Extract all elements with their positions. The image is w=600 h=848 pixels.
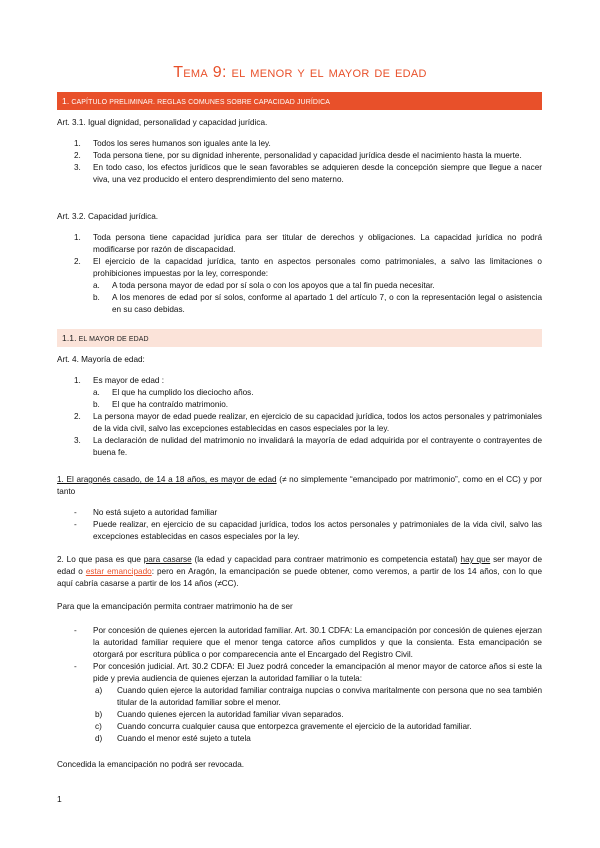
- closing-paragraph: [57, 759, 542, 771]
- article-heading: Art. 3.1. Igual dignidad, personalidad y capacidad jurídica.: [57, 118, 268, 127]
- list-item: a. A toda persona mayor de edad por sí sola o con los apoyos que a tal fin pueda necesitar.: [93, 281, 435, 290]
- emancipation-list: [57, 625, 542, 745]
- numbered-list: [57, 411, 542, 459]
- list-item: 2. La persona mayor de edad puede realizar, en ejercicio de su capacidad jurídica, todos los actos personales y patrimoniales de la vida civil, salvo las excepciones establecidas en casos especiales por la ley.: [74, 412, 542, 433]
- list-item: 1. Toda persona tiene capacidad jurídica para ser titular de derechos y obligaciones. La capacidad jurídica no podrá modificarse por razón de discapacidad.: [74, 233, 542, 254]
- list-item: - Por concesión de quienes ejercen la autoridad familiar. Art. 30.1 CDFA: La emancipación por concesión de quienes ejerzan la autoridad familiar requiere que el menor tenga catorce años cumplidos y que la consienta. Esta emancipación se otorgará por escritura pública o por comparecencia ante el Encargado del Registro Civil.: [74, 626, 542, 659]
- lettered-list: [57, 280, 542, 316]
- list-item: 2. El ejercicio de la capacidad jurídica, tanto en aspectos personales como patrimoniales, a salvo las limitaciones o prohibiciones impuestas por la ley, corresponde:: [74, 257, 542, 278]
- list-item: b. A los menores de edad por sí solos, conforme al apartado 1 del artículo 7, o con la representación legal o asistencia en su caso debidas.: [93, 293, 542, 314]
- lettered-list: [57, 685, 542, 745]
- section-heading-1: [57, 92, 542, 110]
- article-heading: Art. 3.2. Capacidad jurídica.: [57, 212, 159, 221]
- section-label: CAPÍTULO PRELIMINAR. REGLAS COMUNES SOBRE CAPACIDAD JURÍDICA: [71, 99, 331, 106]
- section-label: EL MAYOR DE EDAD: [78, 336, 149, 343]
- article-3-1: [57, 117, 542, 186]
- paragraph: Para que la emancipación permita contraer matrimonio ha de ser: [57, 602, 293, 611]
- list-item: 2. Toda persona tiene, por su dignidad inherente, personalidad y capacidad jurídica desde el nacimiento hasta la muerte.: [74, 151, 522, 160]
- list-item: - No está sujeto a autoridad familiar: [74, 508, 218, 517]
- numbered-list: [57, 232, 542, 280]
- section-number: 1.: [62, 96, 70, 106]
- numbered-list: [57, 138, 542, 186]
- list-item: - Por concesión judicial. Art. 30.2 CDFA: El Juez podrá conceder la emancipación al menor mayor de catorce años si este la pide y previa audiencia de quienes ejerzan la autoridad familiar o la tutela:: [74, 662, 542, 683]
- paragraph: Concedida la emancipación no podrá ser revocada.: [57, 760, 245, 769]
- list-item: b) Cuando quienes ejercen la autoridad familiar vivan separados.: [95, 710, 344, 719]
- list-item: b. El que ha contraído matrimonio.: [93, 400, 229, 409]
- numbered-list: [57, 375, 542, 387]
- article-4: [57, 354, 542, 459]
- article-3-2: [57, 211, 542, 316]
- paragraph-married-minor: [57, 474, 542, 543]
- dash-list: [57, 625, 542, 685]
- page-number: 1: [57, 794, 62, 804]
- list-item: a) Cuando quien ejerce la autoridad familiar contraiga nupcias o conviva maritalmente con persona que no sea también titular de la autoridad familiar sobre el menor.: [95, 686, 542, 707]
- list-item: 1. Todos los seres humanos son iguales ante la ley.: [74, 139, 271, 148]
- list-item: a. El que ha cumplido los dieciocho años.: [93, 388, 254, 397]
- list-item: d) Cuando el menor esté sujeto a tutela: [95, 734, 251, 743]
- section-number: 1.1.: [62, 333, 77, 343]
- section-heading-2: [57, 329, 542, 347]
- list-item: - Puede realizar, en ejercicio de su capacidad jurídica, todos los actos personales y patrimoniales de la vida civil, salvo las excepciones establecidas en casos especiales por la ley.: [74, 520, 542, 541]
- list-item: 3. En todo caso, los efectos jurídicos que le sean favorables se adquieren desde la concepción siempre que llegue a nacer viva, una vez producido el entero desprendimiento del seno materno.: [74, 163, 542, 184]
- lettered-list: [57, 387, 542, 411]
- paragraph-marriage-capacity: [57, 554, 542, 590]
- article-heading: Art. 4. Mayoría de edad:: [57, 355, 145, 364]
- paragraph: 2. Lo que pasa es que para casarse (la edad y capacidad para contraer matrimonio es competencia estatal) hay que ser mayor de edad o estar emancipado: pero en Aragón, la emancipación se puede obtener, como veremos, a partir de los 14 años, con lo que aquí cabría casarse a partir de los 14 años (≠CC).: [57, 555, 542, 588]
- list-item: 3. La declaración de nulidad del matrimonio no invalidará la mayoría de edad adquirida por el contrayente o contrayentes de buena fe.: [74, 436, 542, 457]
- page-title: Tema 9: el menor y el mayor de edad: [173, 64, 427, 81]
- paragraph: 1. El aragonés casado, de 14 a 18 años, es mayor de edad (≠ no simplemente “emancipado por matrimonio”, como en el CC) y por tanto: [57, 475, 542, 496]
- list-item: c) Cuando concurra cualquier causa que entorpezca gravemente el ejercicio de la autoridad familiar.: [95, 722, 472, 731]
- paragraph-emancipation-intro: [57, 601, 542, 613]
- list-item: 1. Es mayor de edad :: [74, 376, 164, 385]
- dash-list: [57, 507, 542, 543]
